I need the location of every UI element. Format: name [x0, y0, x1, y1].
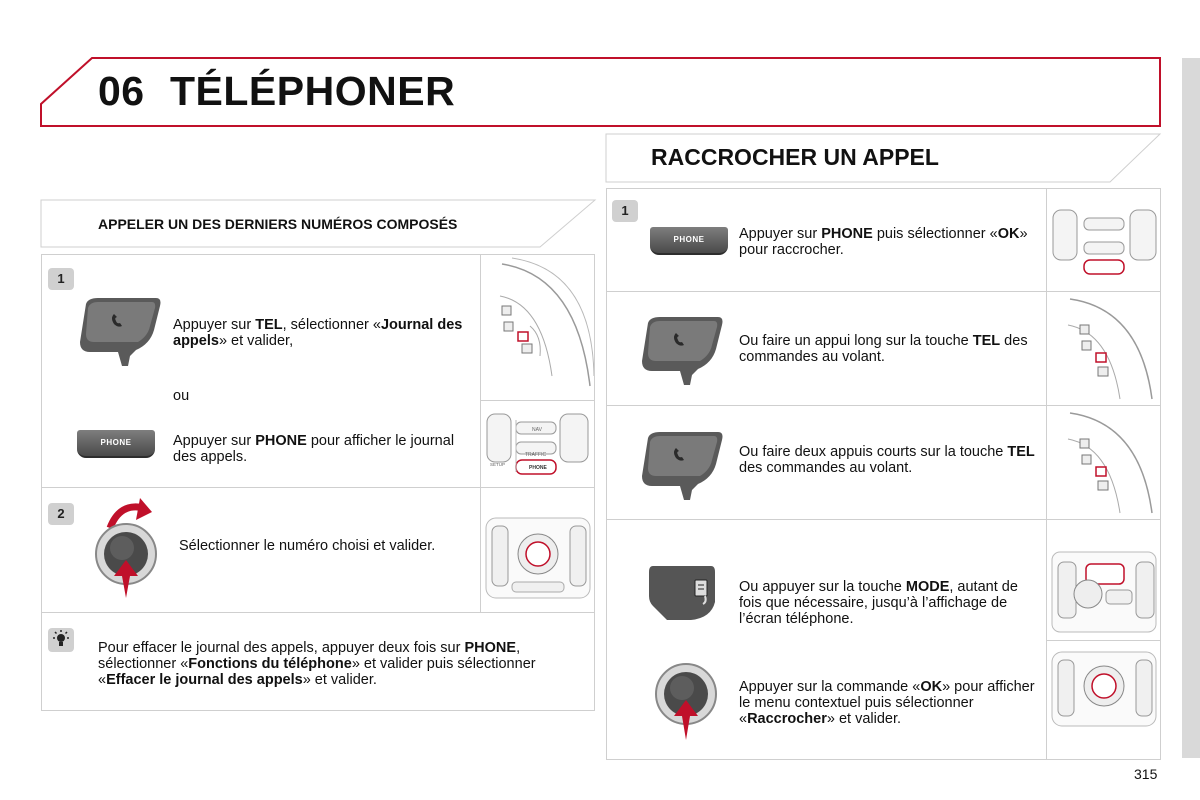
- dashboard-panel-illustration: [482, 402, 594, 486]
- traffic-label: TRAFFIC: [525, 452, 547, 458]
- left-section-title: APPELER UN DES DERNIERS NUMÉROS COMPOSÉS: [98, 216, 458, 232]
- divider: [1046, 188, 1047, 760]
- phone-label-small: PHONE: [529, 465, 547, 471]
- console-illustration: [1048, 648, 1160, 730]
- steering-wheel-illustration: [1060, 409, 1160, 517]
- step1-text-tel: Appuyer sur TEL, sélectionner «Journal des appels» et valider,: [173, 317, 463, 349]
- divider: [1046, 640, 1161, 641]
- tel-steering-button-icon[interactable]: [636, 430, 726, 504]
- hangup-row2-text: Ou faire un appui long sur la touche TEL des commandes au volant.: [739, 333, 1028, 365]
- chapter-title: TÉLÉPHONER: [170, 68, 456, 114]
- divider: [606, 405, 1161, 406]
- divider: [480, 254, 481, 612]
- phone-button-right[interactable]: PHONE: [650, 227, 728, 255]
- divider: [41, 487, 595, 488]
- setup-label: SETUP: [490, 462, 506, 467]
- hangup-row3-text: Ou faire deux appuis courts sur la touche TEL des commandes au volant.: [739, 444, 1035, 476]
- right-section-title: RACCROCHER UN APPEL: [651, 144, 939, 170]
- hangup-row5-text: Appuyer sur la commande «OK» pour afficher le menu contextuel puis sélectionner «Raccrocher» et valider.: [739, 679, 1035, 727]
- chapter-number: 06: [98, 68, 145, 114]
- mode-button-icon[interactable]: [645, 562, 717, 624]
- tel-steering-button-icon[interactable]: [636, 315, 726, 389]
- step-badge-1: 1: [48, 268, 74, 290]
- hangup-row4-text: Ou appuyer sur la touche MODE, autant de fois que nécessaire, jusqu’à l’affichage de l’écran téléphone.: [739, 579, 1018, 627]
- hangup-row1-text: Appuyer sur PHONE puis sélectionner «OK» pour raccrocher.: [739, 226, 1028, 258]
- step-badge-1-right: 1: [612, 200, 638, 222]
- rotary-knob-icon[interactable]: [652, 660, 720, 744]
- dashboard-panel-illustration: [1048, 200, 1160, 284]
- rotary-knob-icon[interactable]: [92, 498, 160, 600]
- step2-text: Sélectionner le numéro choisi et valider.: [179, 538, 436, 554]
- step-badge-2: 2: [48, 503, 74, 525]
- divider: [606, 519, 1161, 520]
- console-illustration: [482, 512, 594, 602]
- steering-wheel-illustration: [482, 256, 594, 398]
- nav-label: NAV: [532, 427, 542, 433]
- divider: [480, 400, 595, 401]
- step1-text-phone: Appuyer sur PHONE pour afficher le journal des appels.: [173, 433, 455, 465]
- console-mode-illustration: [1048, 548, 1160, 636]
- tel-steering-button-icon[interactable]: [74, 296, 164, 370]
- tip-text: Pour effacer le journal des appels, appuyer deux fois sur PHONE, sélectionner «Fonctions du téléphone» et valider puis sélectionner «Effacer le journal des appels» et valider.: [98, 640, 536, 688]
- or-label: ou: [173, 388, 190, 404]
- tip-lightbulb-icon: [48, 628, 74, 652]
- page-number: 315: [1134, 766, 1158, 782]
- side-thumb-tab: [1182, 58, 1200, 758]
- divider: [606, 291, 1161, 292]
- phone-button[interactable]: PHONE: [77, 430, 155, 458]
- steering-wheel-illustration: [1060, 295, 1160, 403]
- divider: [41, 612, 595, 613]
